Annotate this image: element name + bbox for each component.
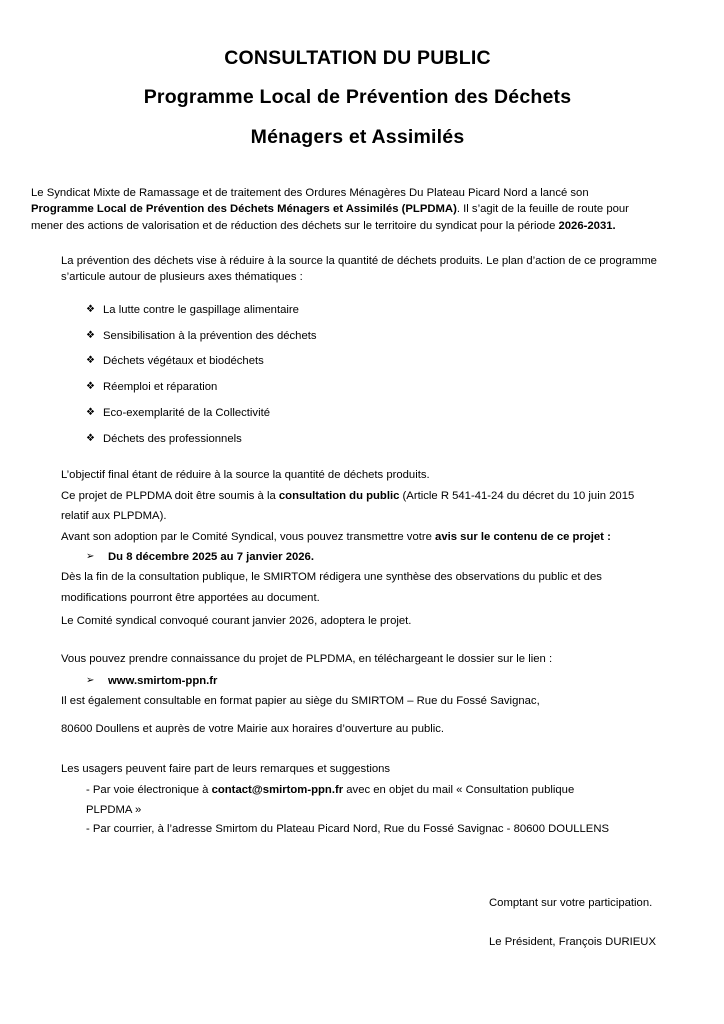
page-title-line-2: Programme Local de Prévention des Déchets — [143, 86, 572, 109]
remarks-email-line-2: PLPDMA » — [86, 803, 142, 816]
before-adoption-pre: Avant son adoption par le Comité Syndical, vous pouvez transmettre votre — [61, 530, 436, 543]
intro-line-2 — [31, 201, 684, 217]
submission-line-2: relatif aux PLPDMA). — [61, 510, 167, 523]
remarks-block — [61, 761, 684, 838]
dates-item — [86, 549, 684, 565]
page-title-line-3: Ménagers et Assimilés — [250, 125, 465, 148]
remarks-intro: Les usagers peuvent faire part de leurs remarques et suggestions — [61, 762, 391, 775]
axes-intro-paragraph: La prévention des déchets vise à réduire à la source la quantité de déchets produits. Le plan d’action de ce programme s’articule autour de plusieurs axes thématiques : — [61, 254, 657, 284]
intro-program-name: Programme Local de Prévention des Déchets Ménagers et Assimilés (PLPDMA) — [31, 203, 457, 216]
intro-line-3 — [31, 218, 684, 234]
submission-post: (Article R 541-41-24 du décret du 10 juin 2015 — [399, 489, 635, 502]
intro-period: 2026-2031. — [558, 219, 616, 232]
before-adoption-highlight: avis sur le contenu de ce projet : — [435, 530, 611, 543]
axes-item-label: Déchets végétaux et biodéchets — [103, 355, 264, 368]
submission-line-1 — [61, 488, 684, 504]
list-item — [86, 328, 684, 344]
remarks-email-pre: - Par voie électronique à — [86, 784, 212, 797]
website-link[interactable]: www.smirtom-ppn.fr — [108, 674, 218, 687]
axes-item-label: Déchets des professionnels — [103, 433, 242, 446]
list-item — [86, 431, 684, 447]
contact-email[interactable]: contact@smirtom-ppn.fr — [211, 784, 344, 797]
document-title-block — [31, 44, 684, 151]
diamond-bullet-icon: ❖ — [86, 355, 95, 367]
diamond-bullet-icon: ❖ — [86, 433, 95, 445]
list-item — [86, 353, 684, 369]
diamond-bullet-icon: ❖ — [86, 303, 95, 315]
intro-line-1: Le Syndicat Mixte de Ramassage et de traitement des Ordures Ménagères Du Plateau Picard Nord a lancé son — [31, 186, 589, 199]
arrow-bullet-icon: ➢ — [86, 550, 95, 562]
remarks-mail-line: - Par courrier, à l’adresse Smirtom du Plateau Picard Nord, Rue du Fossé Savignac - 80600 DOULLENS — [86, 823, 610, 836]
submission-highlight: consultation du public — [278, 489, 400, 502]
download-block — [61, 651, 684, 737]
axes-item-label: La lutte contre le gaspillage alimentaire — [103, 303, 299, 316]
axes-item-label: Eco-exemplarité de la Collectivité — [103, 407, 271, 420]
list-item — [86, 302, 684, 318]
intro-line-2-rest: . Il s’agit de la feuille de route pour — [456, 203, 629, 216]
arrow-bullet-icon: ➢ — [86, 674, 95, 686]
list-item — [86, 405, 684, 421]
paper-copy-line-2: 80600 Doullens et auprès de votre Mairie aux horaires d’ouverture au public. — [61, 722, 445, 735]
axes-item-label: Sensibilisation à la prévention des déchets — [103, 329, 317, 342]
diamond-bullet-icon: ❖ — [86, 381, 95, 393]
axes-list — [86, 302, 684, 448]
after-consultation-line-3: Le Comité syndical convoqué courant janvier 2026, adoptera le projet. — [61, 615, 412, 628]
after-consultation-line-2: modifications pourront être apportées au document. — [61, 591, 320, 604]
axes-item-label: Réemploi et réparation — [103, 381, 218, 394]
submission-pre: Ce projet de PLPDMA doit être soumis à la — [61, 489, 279, 502]
diamond-bullet-icon: ❖ — [86, 407, 95, 419]
list-item — [86, 379, 684, 395]
paper-copy-line-1: Il est également consultable en format papier au siège du SMIRTOM – Rue du Fossé Savignac, — [61, 695, 540, 708]
objective-line: L’objectif final étant de réduire à la source la quantité de déchets produits. — [61, 469, 430, 482]
remarks-email-post: avec en objet du mail « Consultation publique — [343, 784, 575, 797]
signer-line: Le Président, François DURIEUX — [489, 935, 657, 948]
consultation-dates: Du 8 décembre 2025 au 7 janvier 2026. — [108, 550, 314, 563]
diamond-bullet-icon: ❖ — [86, 329, 95, 341]
intro-line-3-pre: mener des actions de valorisation et de réduction des déchets sur le territoire du syndicat pour la période — [31, 219, 559, 232]
after-consultation-line-1: Dès la fin de la consultation publique, le SMIRTOM rédigera une synthèse des observations du public et des — [61, 571, 602, 584]
page-title-line-1: CONSULTATION DU PUBLIC — [224, 47, 491, 69]
consultation-block — [61, 467, 684, 629]
download-link-item[interactable] — [86, 673, 684, 689]
intro-paragraph — [31, 185, 684, 234]
signature-block — [489, 895, 684, 950]
before-adoption-line — [61, 529, 684, 545]
download-intro: Vous pouvez prendre connaissance du projet de PLPDMA, en téléchargeant le dossier sur le lien : — [61, 653, 553, 666]
thanks-line: Comptant sur votre participation. — [489, 897, 653, 910]
remarks-email-line — [86, 782, 684, 798]
